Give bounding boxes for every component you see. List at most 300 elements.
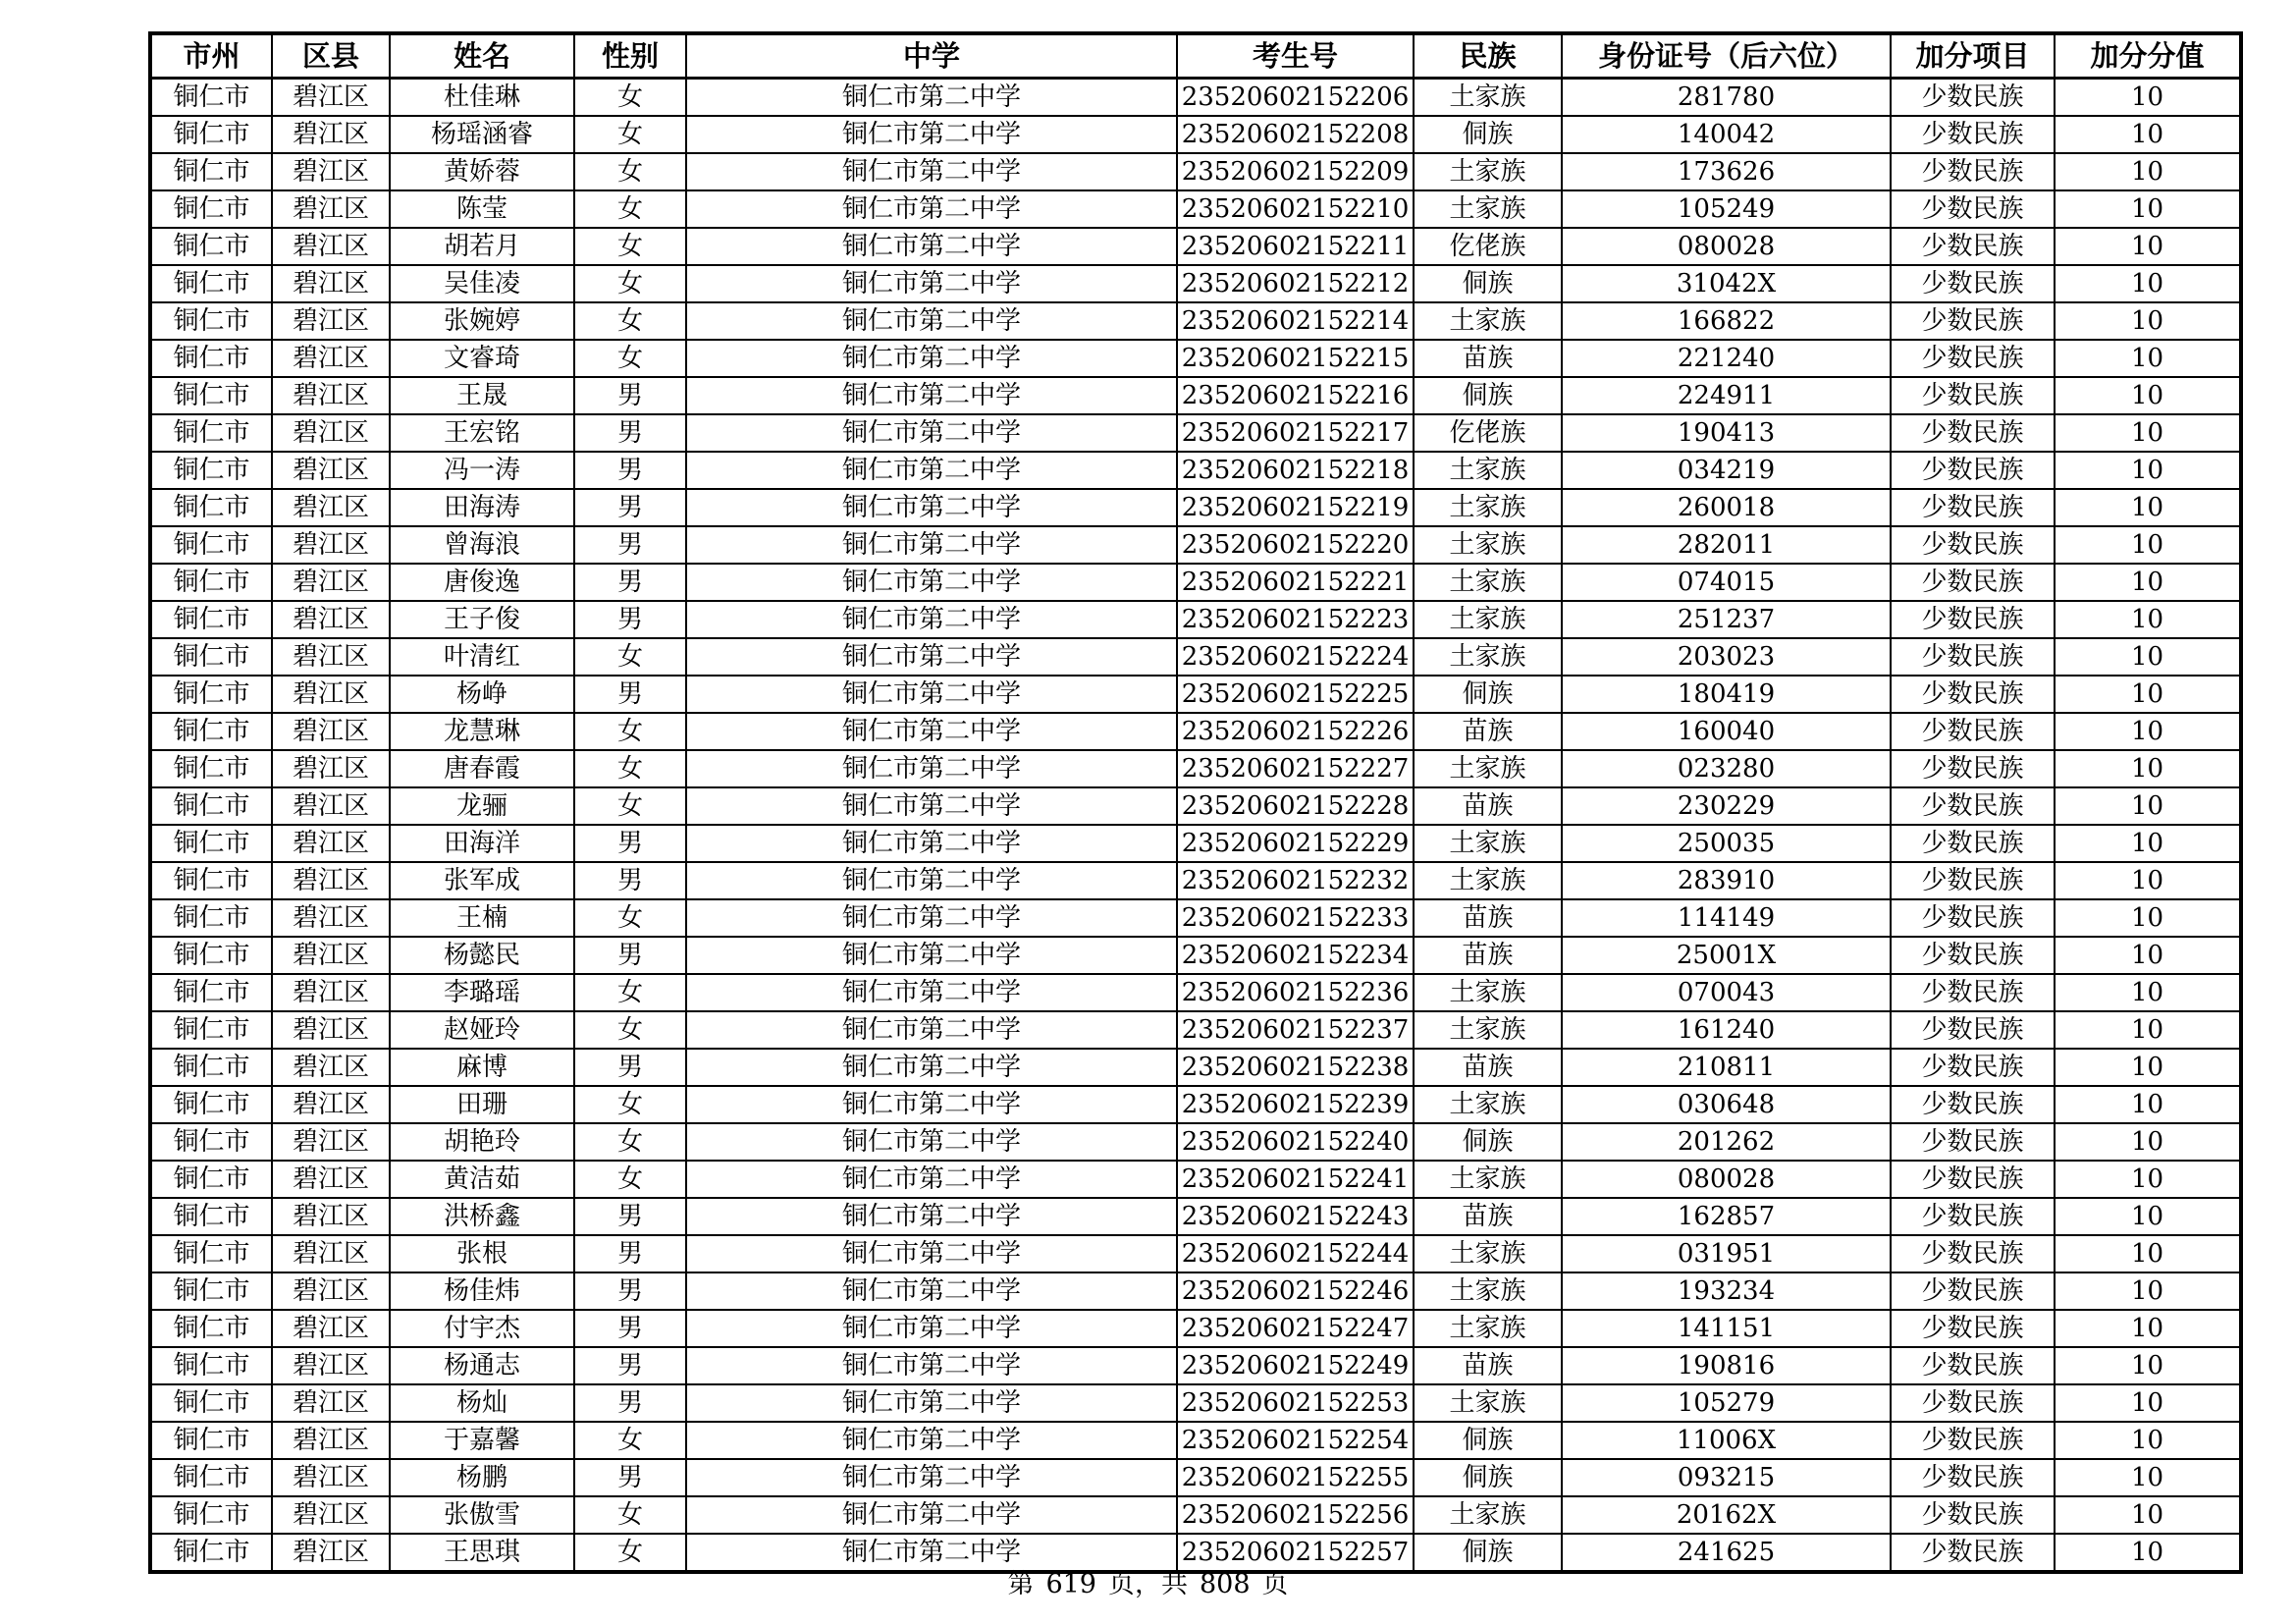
cell-name: 田海洋 [390,825,574,862]
cell-exam-number: 23520602152246 [1177,1272,1414,1310]
table-row [150,79,2241,117]
cell-id-last-six: 201262 [1562,1123,1891,1161]
cell-bonus-value: 10 [2055,1347,2241,1384]
footer-middle: 页，共 [1108,1569,1188,1599]
cell-school: 铜仁市第二中学 [686,116,1177,153]
cell-bonus-item: 少数民族 [1891,1123,2055,1161]
cell-id-last-six: 190816 [1562,1347,1891,1384]
cell-school: 铜仁市第二中学 [686,1049,1177,1086]
table-body [150,79,2241,1573]
cell-school: 铜仁市第二中学 [686,228,1177,265]
header-row [150,33,2241,79]
cell-ethnicity: 土家族 [1414,974,1562,1011]
cell-bonus-value: 10 [2055,899,2241,937]
cell-gender: 男 [574,564,686,601]
cell-bonus-value: 10 [2055,1459,2241,1496]
cell-district: 碧江区 [272,862,390,899]
cell-school: 铜仁市第二中学 [686,638,1177,676]
cell-gender: 女 [574,1086,686,1123]
cell-gender: 男 [574,1347,686,1384]
cell-city: 铜仁市 [150,937,272,974]
cell-exam-number: 23520602152238 [1177,1049,1414,1086]
cell-city: 铜仁市 [150,1459,272,1496]
cell-ethnicity: 土家族 [1414,302,1562,340]
cell-bonus-value: 10 [2055,265,2241,302]
cell-bonus-item: 少数民族 [1891,713,2055,750]
table-row [150,190,2241,228]
cell-name: 田珊 [390,1086,574,1123]
cell-exam-number: 23520602152236 [1177,974,1414,1011]
cell-name: 张军成 [390,862,574,899]
cell-name: 曾海浪 [390,526,574,564]
table-row [150,1347,2241,1384]
cell-bonus-value: 10 [2055,414,2241,452]
table-row [150,564,2241,601]
cell-school: 铜仁市第二中学 [686,825,1177,862]
cell-district: 碧江区 [272,937,390,974]
cell-bonus-value: 10 [2055,452,2241,489]
cell-district: 碧江区 [272,1534,390,1572]
cell-district: 碧江区 [272,899,390,937]
cell-city: 铜仁市 [150,1347,272,1384]
cell-exam-number: 23520602152215 [1177,340,1414,377]
cell-name: 王子俊 [390,601,574,638]
cell-district: 碧江区 [272,265,390,302]
cell-name: 张根 [390,1235,574,1272]
table-row [150,1086,2241,1123]
cell-name: 王楠 [390,899,574,937]
cell-id-last-six: 093215 [1562,1459,1891,1496]
cell-school: 铜仁市第二中学 [686,974,1177,1011]
cell-school: 铜仁市第二中学 [686,1086,1177,1123]
cell-ethnicity: 侗族 [1414,116,1562,153]
cell-city: 铜仁市 [150,638,272,676]
cell-gender: 女 [574,79,686,117]
cell-city: 铜仁市 [150,862,272,899]
cell-district: 碧江区 [272,190,390,228]
cell-exam-number: 23520602152240 [1177,1123,1414,1161]
cell-ethnicity: 土家族 [1414,825,1562,862]
cell-name: 吴佳凌 [390,265,574,302]
cell-city: 铜仁市 [150,228,272,265]
cell-id-last-six: 251237 [1562,601,1891,638]
cell-bonus-item: 少数民族 [1891,116,2055,153]
cell-city: 铜仁市 [150,676,272,713]
cell-city: 铜仁市 [150,1384,272,1422]
table-row [150,1272,2241,1310]
cell-name: 王思琪 [390,1534,574,1572]
cell-school: 铜仁市第二中学 [686,1496,1177,1534]
header-district: 区县 [272,33,390,79]
cell-bonus-item: 少数民族 [1891,1347,2055,1384]
cell-ethnicity: 土家族 [1414,79,1562,117]
cell-exam-number: 23520602152255 [1177,1459,1414,1496]
cell-gender: 男 [574,1459,686,1496]
cell-exam-number: 23520602152212 [1177,265,1414,302]
cell-bonus-item: 少数民族 [1891,79,2055,117]
cell-school: 铜仁市第二中学 [686,265,1177,302]
cell-bonus-value: 10 [2055,825,2241,862]
cell-bonus-value: 10 [2055,79,2241,117]
cell-bonus-item: 少数民族 [1891,638,2055,676]
cell-gender: 男 [574,937,686,974]
cell-exam-number: 23520602152224 [1177,638,1414,676]
cell-id-last-six: 221240 [1562,340,1891,377]
cell-name: 赵娅玲 [390,1011,574,1049]
cell-name: 唐春霞 [390,750,574,787]
cell-bonus-value: 10 [2055,526,2241,564]
header-school: 中学 [686,33,1177,79]
cell-id-last-six: 203023 [1562,638,1891,676]
table-row [150,489,2241,526]
cell-district: 碧江区 [272,414,390,452]
cell-id-last-six: 160040 [1562,713,1891,750]
cell-ethnicity: 土家族 [1414,1086,1562,1123]
cell-ethnicity: 土家族 [1414,1272,1562,1310]
table-row [150,1310,2241,1347]
cell-ethnicity: 苗族 [1414,713,1562,750]
cell-id-last-six: 250035 [1562,825,1891,862]
cell-bonus-item: 少数民族 [1891,1422,2055,1459]
cell-school: 铜仁市第二中学 [686,937,1177,974]
cell-bonus-item: 少数民族 [1891,1011,2055,1049]
cell-city: 铜仁市 [150,489,272,526]
cell-city: 铜仁市 [150,1235,272,1272]
table-row [150,452,2241,489]
cell-school: 铜仁市第二中学 [686,377,1177,414]
cell-ethnicity: 土家族 [1414,1496,1562,1534]
cell-exam-number: 23520602152232 [1177,862,1414,899]
cell-ethnicity: 土家族 [1414,1011,1562,1049]
cell-school: 铜仁市第二中学 [686,1310,1177,1347]
cell-id-last-six: 20162X [1562,1496,1891,1534]
cell-ethnicity: 土家族 [1414,750,1562,787]
cell-exam-number: 23520602152216 [1177,377,1414,414]
cell-ethnicity: 苗族 [1414,1198,1562,1235]
cell-district: 碧江区 [272,489,390,526]
cell-name: 王宏铭 [390,414,574,452]
cell-bonus-item: 少数民族 [1891,1198,2055,1235]
cell-district: 碧江区 [272,787,390,825]
cell-district: 碧江区 [272,564,390,601]
cell-bonus-item: 少数民族 [1891,750,2055,787]
cell-gender: 男 [574,526,686,564]
cell-exam-number: 23520602152253 [1177,1384,1414,1422]
cell-ethnicity: 土家族 [1414,1161,1562,1198]
cell-bonus-value: 10 [2055,1049,2241,1086]
cell-school: 铜仁市第二中学 [686,452,1177,489]
cell-bonus-value: 10 [2055,1011,2241,1049]
cell-city: 铜仁市 [150,526,272,564]
cell-name: 黄洁茹 [390,1161,574,1198]
cell-exam-number: 23520602152221 [1177,564,1414,601]
cell-city: 铜仁市 [150,1422,272,1459]
cell-id-last-six: 034219 [1562,452,1891,489]
table-row [150,116,2241,153]
cell-exam-number: 23520602152239 [1177,1086,1414,1123]
header-gender: 性别 [574,33,686,79]
table-row [150,265,2241,302]
cell-ethnicity: 苗族 [1414,899,1562,937]
header-bonus-item: 加分项目 [1891,33,2055,79]
cell-school: 铜仁市第二中学 [686,1272,1177,1310]
cell-school: 铜仁市第二中学 [686,676,1177,713]
cell-city: 铜仁市 [150,153,272,190]
cell-name: 黄娇蓉 [390,153,574,190]
cell-gender: 女 [574,638,686,676]
cell-bonus-value: 10 [2055,713,2241,750]
page-footer [0,1569,2296,1600]
cell-ethnicity: 土家族 [1414,452,1562,489]
cell-district: 碧江区 [272,79,390,117]
cell-bonus-item: 少数民族 [1891,228,2055,265]
cell-school: 铜仁市第二中学 [686,787,1177,825]
cell-ethnicity: 土家族 [1414,564,1562,601]
cell-id-last-six: 173626 [1562,153,1891,190]
cell-district: 碧江区 [272,526,390,564]
cell-ethnicity: 土家族 [1414,862,1562,899]
cell-bonus-value: 10 [2055,489,2241,526]
cell-bonus-item: 少数民族 [1891,340,2055,377]
table-row [150,1459,2241,1496]
cell-bonus-item: 少数民族 [1891,1534,2055,1572]
cell-bonus-item: 少数民族 [1891,1272,2055,1310]
table-row [150,676,2241,713]
cell-exam-number: 23520602152244 [1177,1235,1414,1272]
cell-city: 铜仁市 [150,564,272,601]
cell-school: 铜仁市第二中学 [686,713,1177,750]
header-exam-number: 考生号 [1177,33,1414,79]
table-row [150,638,2241,676]
cell-school: 铜仁市第二中学 [686,601,1177,638]
cell-id-last-six: 161240 [1562,1011,1891,1049]
cell-gender: 女 [574,974,686,1011]
footer-current-page: 619 [1045,1569,1096,1599]
cell-exam-number: 23520602152217 [1177,414,1414,452]
cell-name: 叶清红 [390,638,574,676]
table-row [150,414,2241,452]
cell-city: 铜仁市 [150,1198,272,1235]
cell-bonus-value: 10 [2055,1422,2241,1459]
cell-city: 铜仁市 [150,1161,272,1198]
cell-bonus-item: 少数民族 [1891,302,2055,340]
table-row [150,1123,2241,1161]
cell-gender: 女 [574,1422,686,1459]
cell-ethnicity: 侗族 [1414,377,1562,414]
table-row [150,1011,2241,1049]
cell-name: 洪桥鑫 [390,1198,574,1235]
table-row [150,526,2241,564]
cell-id-last-six: 190413 [1562,414,1891,452]
cell-gender: 女 [574,1161,686,1198]
cell-exam-number: 23520602152257 [1177,1534,1414,1572]
cell-bonus-value: 10 [2055,1534,2241,1572]
cell-city: 铜仁市 [150,1123,272,1161]
cell-bonus-item: 少数民族 [1891,1161,2055,1198]
table-row [150,1198,2241,1235]
cell-ethnicity: 苗族 [1414,1347,1562,1384]
cell-id-last-six: 074015 [1562,564,1891,601]
cell-gender: 女 [574,265,686,302]
cell-city: 铜仁市 [150,452,272,489]
cell-exam-number: 23520602152237 [1177,1011,1414,1049]
cell-name: 杨峥 [390,676,574,713]
cell-gender: 男 [574,862,686,899]
cell-city: 铜仁市 [150,265,272,302]
cell-district: 碧江区 [272,1272,390,1310]
cell-bonus-item: 少数民族 [1891,1049,2055,1086]
table-row [150,899,2241,937]
cell-exam-number: 23520602152210 [1177,190,1414,228]
table-row [150,601,2241,638]
cell-city: 铜仁市 [150,1310,272,1347]
footer-prefix: 第 [1007,1569,1035,1599]
cell-city: 铜仁市 [150,190,272,228]
cell-gender: 男 [574,489,686,526]
cell-school: 铜仁市第二中学 [686,1123,1177,1161]
cell-bonus-item: 少数民族 [1891,265,2055,302]
table-row [150,1496,2241,1534]
table-row [150,974,2241,1011]
cell-gender: 女 [574,750,686,787]
cell-city: 铜仁市 [150,750,272,787]
cell-name: 付宇杰 [390,1310,574,1347]
cell-city: 铜仁市 [150,1272,272,1310]
cell-gender: 男 [574,1049,686,1086]
cell-bonus-value: 10 [2055,564,2241,601]
cell-district: 碧江区 [272,1310,390,1347]
cell-gender: 女 [574,1123,686,1161]
cell-school: 铜仁市第二中学 [686,340,1177,377]
cell-id-last-six: 283910 [1562,862,1891,899]
cell-exam-number: 23520602152219 [1177,489,1414,526]
cell-city: 铜仁市 [150,1049,272,1086]
cell-city: 铜仁市 [150,825,272,862]
cell-exam-number: 23520602152206 [1177,79,1414,117]
cell-gender: 女 [574,190,686,228]
cell-name: 麻博 [390,1049,574,1086]
cell-ethnicity: 土家族 [1414,153,1562,190]
cell-name: 杨佳炜 [390,1272,574,1310]
cell-gender: 女 [574,153,686,190]
cell-bonus-item: 少数民族 [1891,1459,2055,1496]
cell-city: 铜仁市 [150,79,272,117]
footer-total-pages: 808 [1200,1569,1251,1599]
cell-bonus-value: 10 [2055,862,2241,899]
cell-school: 铜仁市第二中学 [686,564,1177,601]
table-row [150,862,2241,899]
cell-bonus-item: 少数民族 [1891,564,2055,601]
cell-district: 碧江区 [272,638,390,676]
cell-school: 铜仁市第二中学 [686,1534,1177,1572]
cell-bonus-item: 少数民族 [1891,862,2055,899]
table-row [150,713,2241,750]
cell-ethnicity: 土家族 [1414,601,1562,638]
cell-school: 铜仁市第二中学 [686,1384,1177,1422]
cell-gender: 男 [574,825,686,862]
cell-city: 铜仁市 [150,1011,272,1049]
cell-ethnicity: 侗族 [1414,1459,1562,1496]
cell-bonus-value: 10 [2055,1161,2241,1198]
cell-district: 碧江区 [272,825,390,862]
cell-name: 龙慧琳 [390,713,574,750]
cell-name: 张傲雪 [390,1496,574,1534]
cell-id-last-six: 31042X [1562,265,1891,302]
cell-school: 铜仁市第二中学 [686,302,1177,340]
cell-bonus-item: 少数民族 [1891,1086,2055,1123]
cell-gender: 男 [574,1310,686,1347]
cell-district: 碧江区 [272,153,390,190]
cell-name: 龙骊 [390,787,574,825]
cell-city: 铜仁市 [150,340,272,377]
cell-bonus-value: 10 [2055,190,2241,228]
header-city: 市州 [150,33,272,79]
cell-ethnicity: 侗族 [1414,1422,1562,1459]
cell-name: 唐俊逸 [390,564,574,601]
cell-name: 胡若月 [390,228,574,265]
cell-id-last-six: 080028 [1562,228,1891,265]
cell-bonus-item: 少数民族 [1891,377,2055,414]
cell-exam-number: 23520602152223 [1177,601,1414,638]
cell-id-last-six: 105279 [1562,1384,1891,1422]
cell-name: 杨灿 [390,1384,574,1422]
cell-school: 铜仁市第二中学 [686,1422,1177,1459]
cell-bonus-value: 10 [2055,377,2241,414]
cell-gender: 女 [574,340,686,377]
cell-gender: 女 [574,899,686,937]
cell-id-last-six: 031951 [1562,1235,1891,1272]
cell-city: 铜仁市 [150,414,272,452]
cell-name: 杨懿民 [390,937,574,974]
table-row [150,1422,2241,1459]
cell-bonus-item: 少数民族 [1891,937,2055,974]
cell-name: 冯一涛 [390,452,574,489]
cell-bonus-value: 10 [2055,1310,2241,1347]
cell-district: 碧江区 [272,1086,390,1123]
cell-bonus-item: 少数民族 [1891,452,2055,489]
cell-bonus-value: 10 [2055,228,2241,265]
cell-bonus-value: 10 [2055,750,2241,787]
cell-school: 铜仁市第二中学 [686,190,1177,228]
cell-city: 铜仁市 [150,377,272,414]
table-row [150,1384,2241,1422]
cell-ethnicity: 侗族 [1414,676,1562,713]
cell-name: 杨瑶涵睿 [390,116,574,153]
cell-school: 铜仁市第二中学 [686,1198,1177,1235]
cell-bonus-item: 少数民族 [1891,190,2055,228]
table-row [150,1534,2241,1572]
cell-exam-number: 23520602152254 [1177,1422,1414,1459]
cell-district: 碧江区 [272,340,390,377]
cell-gender: 女 [574,302,686,340]
cell-bonus-value: 10 [2055,601,2241,638]
cell-school: 铜仁市第二中学 [686,489,1177,526]
cell-gender: 男 [574,1272,686,1310]
cell-bonus-value: 10 [2055,153,2241,190]
cell-exam-number: 23520602152228 [1177,787,1414,825]
cell-gender: 女 [574,1496,686,1534]
cell-bonus-item: 少数民族 [1891,899,2055,937]
table-row [150,787,2241,825]
header-ethnicity: 民族 [1414,33,1562,79]
cell-ethnicity: 侗族 [1414,1534,1562,1572]
header-bonus-value: 加分分值 [2055,33,2241,79]
cell-ethnicity: 仡佬族 [1414,228,1562,265]
cell-district: 碧江区 [272,676,390,713]
table-row [150,825,2241,862]
cell-bonus-item: 少数民族 [1891,1496,2055,1534]
cell-district: 碧江区 [272,1384,390,1422]
